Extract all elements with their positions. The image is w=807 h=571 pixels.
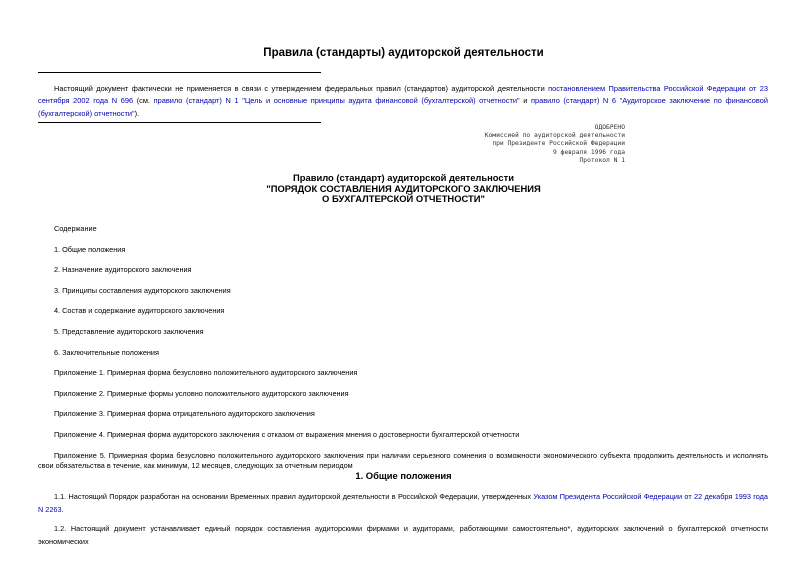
presidential-decree-link[interactable]: Указом Президента Российской Федерации от 22 декабря 1993 года N 2263 [38, 492, 768, 514]
government-decree-link[interactable]: постановлением Правительства Российской Федерации от 23 сентября 2002 года N 696 [38, 84, 768, 106]
bottom-divider [38, 122, 321, 123]
standard-title-line: "ПОРЯДОК СОСТАВЛЕНИЯ АУДИТОРСКОГО ЗАКЛЮЧЕНИЯ [266, 182, 541, 194]
notice-text: ). [134, 108, 140, 118]
toc-item[interactable]: 6. Заключительные положения [54, 348, 159, 357]
approval-line: 9 февраля 1996 года [552, 148, 625, 156]
paragraph-text: . [61, 504, 64, 514]
paragraph-1-2: 1.2. Настоящий документ устанавливает единый порядок составления аудиторскими фирмами и аудиторами, работающими самостоятельно*, аудиторских заключений о бухгалтерской отчетности экономических [38, 524, 768, 546]
toc-item[interactable]: Приложение 2. Примерные формы условно положительного аудиторского заключения [54, 389, 349, 398]
toc-item[interactable]: 2. Назначение аудиторского заключения [54, 265, 192, 274]
standard-title-line: О БУХГАЛТЕРСКОЙ ОТЧЕТНОСТИ" [322, 193, 485, 204]
approval-line: Комиссией по аудиторской деятельности [484, 132, 625, 140]
toc-item[interactable]: 3. Принципы составления аудиторского заключения [54, 286, 231, 295]
toc-item[interactable]: 5. Представление аудиторского заключения [54, 327, 204, 336]
notice-text: и [519, 96, 532, 106]
toc-item[interactable]: 4. Состав и содержание аудиторского заключения [54, 306, 225, 315]
section-heading: 1. Общие положения [355, 470, 452, 481]
approval-line: при Президенте Российской Федерации [492, 140, 625, 148]
toc-item[interactable]: Приложение 1. Примерная форма безусловно положительного аудиторского заключения [54, 368, 358, 377]
toc-heading: Содержание [54, 224, 97, 233]
toc-item[interactable]: 1. Общие положения [54, 245, 126, 254]
toc-item[interactable]: Приложение 4. Примерная форма аудиторского заключения с отказом от выражения мнения о достоверности бухгалтерской отчетности [54, 430, 520, 439]
standard-title-line: Правило (стандарт) аудиторской деятельности [293, 172, 514, 183]
standard-1-link[interactable]: правило (стандарт) N 1 "Цель и основные принципы аудита финансовой (бухгалтерской) отчетности" [153, 96, 520, 106]
notice-text: (см. [133, 96, 154, 106]
standard-title [0, 173, 807, 205]
top-divider [38, 72, 321, 73]
notice-text: Настоящий документ фактически не применяется в связи с утверждением федеральных правил (стандартов) аудиторской деятельности [54, 84, 549, 93]
toc-item-appendix-5[interactable]: Приложение 5. Примерная форма безусловно положительного аудиторского заключения при наличии серьезного сомнения о возможности экономического субъекта продолжить деятельность и исполнять свои обязательства в течение, как минимум, 12 месяцев, следующих за отчетным периодом [38, 451, 768, 470]
toc-item[interactable]: Приложение 3. Примерная форма отрицательного аудиторского заключения [54, 409, 315, 418]
approval-line: Протокол N 1 [579, 156, 625, 164]
applicability-notice [38, 83, 768, 120]
standard-6-link[interactable]: правило (стандарт) N 6 "Аудиторское заключение по финансовой (бухгалтерской) отчетности" [38, 96, 768, 118]
approval-stamp [385, 124, 625, 165]
approval-line: ОДОБРЕНО [594, 124, 625, 131]
paragraph-1-1 [38, 491, 768, 516]
document-title: Правила (стандарты) аудиторской деятельности [263, 47, 544, 59]
paragraph-text: 1.1. Настоящий Порядок разработан на основании Временных правил аудиторской деятельности в Российской Федерации, утвержденных [54, 492, 534, 501]
